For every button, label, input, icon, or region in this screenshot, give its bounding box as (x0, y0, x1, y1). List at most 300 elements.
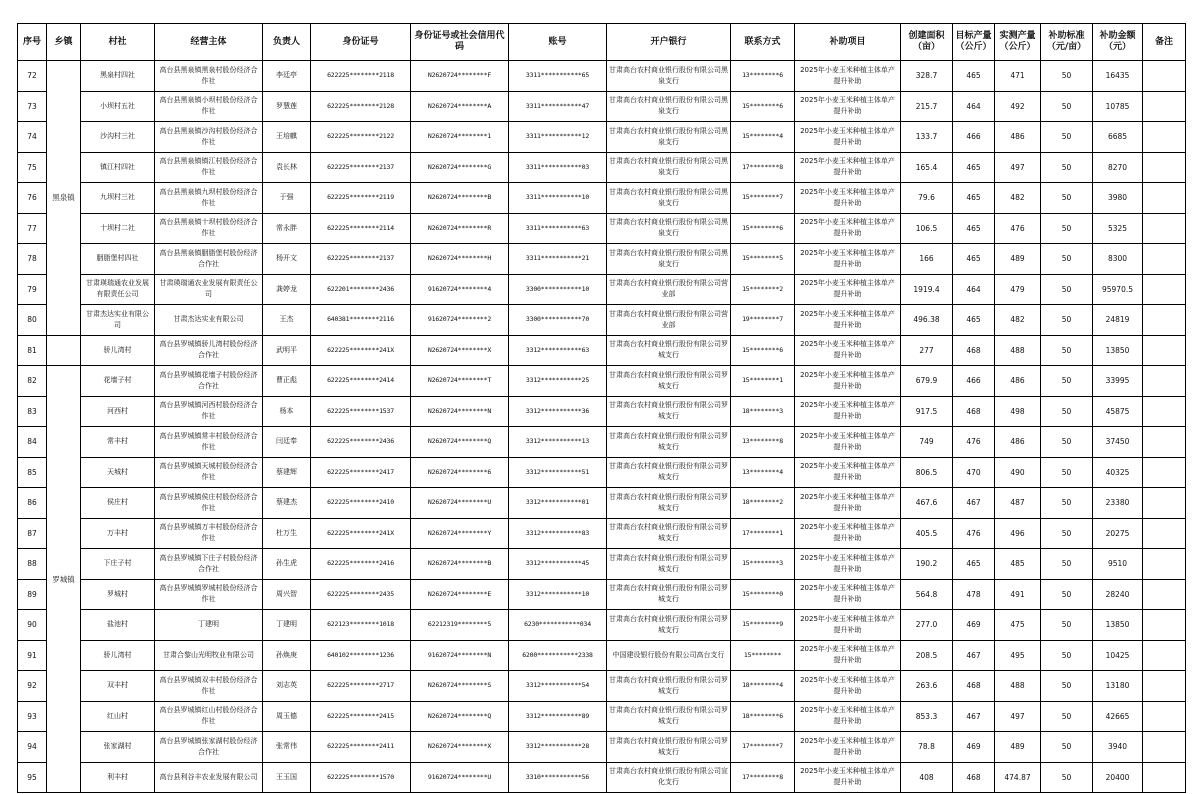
table-row (18, 396, 1186, 427)
target-yield-cell: 469 (953, 732, 995, 763)
account-cell: 3300***********70 (509, 305, 607, 336)
credit-code-cell: 62212319********5 (411, 610, 509, 641)
target-yield-cell: 465 (953, 305, 995, 336)
subsidy-amount-cell: 5325 (1093, 213, 1143, 244)
village-cell: 罗城村 (81, 579, 155, 610)
project-cell: 2025年小麦玉米种植主体单产提升补助 (795, 274, 901, 305)
row-number: 79 (18, 274, 47, 305)
note-cell (1143, 549, 1186, 580)
note-cell (1143, 274, 1186, 305)
target-yield-cell: 476 (953, 518, 995, 549)
id-number-cell: 622225********2118 (311, 61, 411, 92)
area-cell: 749 (901, 427, 953, 458)
project-cell: 2025年小麦玉米种植主体单产提升补助 (795, 335, 901, 366)
credit-code-cell: N2620724********Q (411, 427, 509, 458)
subsidy-amount-cell: 9510 (1093, 549, 1143, 580)
table-row (18, 61, 1186, 92)
leader-cell: 周兴智 (263, 579, 311, 610)
table-row (18, 122, 1186, 153)
subsidy-amount-cell: 13850 (1093, 610, 1143, 641)
target-yield-cell: 467 (953, 640, 995, 671)
table-body (18, 61, 1186, 793)
project-cell: 2025年小麦玉米种植主体单产提升补助 (795, 61, 901, 92)
note-cell (1143, 305, 1186, 336)
village-cell: 甘肃瑛瑞通农业发展有限责任公司 (81, 274, 155, 305)
subsidy-standard-cell: 50 (1041, 183, 1093, 214)
area-cell: 917.5 (901, 396, 953, 427)
bank-cell: 甘肃高台农村商业银行股份有限公司宣化支行 (607, 762, 731, 793)
target-yield-cell: 465 (953, 213, 995, 244)
phone-cell: 17********1 (731, 518, 795, 549)
credit-code-cell: N2620724********1 (411, 122, 509, 153)
row-number: 90 (18, 610, 47, 641)
credit-code-cell: N2620724********B (411, 549, 509, 580)
village-cell: 红山村 (81, 701, 155, 732)
target-yield-cell: 465 (953, 244, 995, 275)
actual-yield-cell: 490 (995, 457, 1041, 488)
target-yield-cell: 476 (953, 427, 995, 458)
column-header: 创建面积（亩） (901, 24, 953, 61)
row-number: 92 (18, 671, 47, 702)
credit-code-cell: N2620724********G (411, 152, 509, 183)
project-cell: 2025年小麦玉米种植主体单产提升补助 (795, 122, 901, 153)
phone-cell: 13********8 (731, 427, 795, 458)
village-cell: 骄儿湾村 (81, 335, 155, 366)
phone-cell: 17********7 (731, 732, 795, 763)
credit-code-cell: N2620724********Q (411, 701, 509, 732)
subsidy-amount-cell: 3980 (1093, 183, 1143, 214)
subsidy-standard-cell: 50 (1041, 701, 1093, 732)
subsidy-amount-cell: 13180 (1093, 671, 1143, 702)
village-cell: 镇江村四社 (81, 152, 155, 183)
bank-cell: 甘肃高台农村商业银行股份有限公司罗城支行 (607, 457, 731, 488)
leader-cell: 刘志英 (263, 671, 311, 702)
table-row (18, 274, 1186, 305)
phone-cell: 18********2 (731, 488, 795, 519)
actual-yield-cell: 485 (995, 549, 1041, 580)
note-cell (1143, 579, 1186, 610)
subsidy-amount-cell: 3940 (1093, 732, 1143, 763)
note-cell (1143, 396, 1186, 427)
village-cell: 小坝村五社 (81, 91, 155, 122)
column-header: 联系方式 (731, 24, 795, 61)
credit-code-cell: N2620724********T (411, 366, 509, 397)
row-number: 94 (18, 732, 47, 763)
subsidy-amount-cell: 20275 (1093, 518, 1143, 549)
actual-yield-cell: 489 (995, 732, 1041, 763)
target-yield-cell: 468 (953, 762, 995, 793)
credit-code-cell: N2620724********B (411, 183, 509, 214)
note-cell (1143, 640, 1186, 671)
target-yield-cell: 464 (953, 91, 995, 122)
id-number-cell: 622225********2411 (311, 732, 411, 763)
subsidy-amount-cell: 33995 (1093, 366, 1143, 397)
subsidy-amount-cell: 6685 (1093, 122, 1143, 153)
subsidy-standard-cell: 50 (1041, 122, 1093, 153)
project-cell: 2025年小麦玉米种植主体单产提升补助 (795, 671, 901, 702)
village-cell: 天城村 (81, 457, 155, 488)
subsidy-standard-cell: 50 (1041, 335, 1093, 366)
entity-cell: 甘肃瑛瑞通农业发展有限责任公司 (155, 274, 263, 305)
phone-cell: 15********3 (731, 549, 795, 580)
phone-cell: 19********7 (731, 305, 795, 336)
subsidy-amount-cell: 20400 (1093, 762, 1143, 793)
area-cell: 853.3 (901, 701, 953, 732)
note-cell (1143, 61, 1186, 92)
leader-cell: 杨本 (263, 396, 311, 427)
account-cell: 3311***********65 (509, 61, 607, 92)
column-header: 备注 (1143, 24, 1186, 61)
id-number-cell: 622225********2415 (311, 701, 411, 732)
id-number-cell: 622225********2435 (311, 579, 411, 610)
target-yield-cell: 466 (953, 366, 995, 397)
leader-cell: 龚婷龙 (263, 274, 311, 305)
actual-yield-cell: 475 (995, 610, 1041, 641)
leader-cell: 曹正彪 (263, 366, 311, 397)
actual-yield-cell: 487 (995, 488, 1041, 519)
table-row (18, 427, 1186, 458)
area-cell: 166 (901, 244, 953, 275)
row-number: 82 (18, 366, 47, 397)
bank-cell: 甘肃高台农村商业银行股份有限公司罗城支行 (607, 671, 731, 702)
account-cell: 3312***********28 (509, 732, 607, 763)
table-row (18, 91, 1186, 122)
credit-code-cell: 91620724********4 (411, 274, 509, 305)
phone-cell: 13********4 (731, 457, 795, 488)
project-cell: 2025年小麦玉米种植主体单产提升补助 (795, 244, 901, 275)
note-cell (1143, 762, 1186, 793)
subsidy-amount-cell: 37450 (1093, 427, 1143, 458)
leader-cell: 王杰 (263, 305, 311, 336)
entity-cell: 甘肃合黎山光明牧业有限公司 (155, 640, 263, 671)
table-row (18, 183, 1186, 214)
row-number: 93 (18, 701, 47, 732)
account-cell: 3312***********54 (509, 671, 607, 702)
village-cell: 沙沟村三社 (81, 122, 155, 153)
bank-cell: 甘肃高台农村商业银行股份有限公司罗城支行 (607, 366, 731, 397)
entity-cell: 高台县罗城镇天城村股份经济合作社 (155, 457, 263, 488)
account-cell: 6200***********2338 (509, 640, 607, 671)
row-number: 95 (18, 762, 47, 793)
id-number-cell: 640102********1236 (311, 640, 411, 671)
area-cell: 328.7 (901, 61, 953, 92)
table-row (18, 335, 1186, 366)
entity-cell: 高台县黑泉镇九坝村股份经济合作社 (155, 183, 263, 214)
row-number: 91 (18, 640, 47, 671)
project-cell: 2025年小麦玉米种植主体单产提升补助 (795, 366, 901, 397)
subsidy-standard-cell: 50 (1041, 579, 1093, 610)
village-cell: 骄儿湾村 (81, 640, 155, 671)
table-row (18, 762, 1186, 793)
account-cell: 3312***********13 (509, 427, 607, 458)
subsidy-standard-cell: 50 (1041, 274, 1093, 305)
id-number-cell: 622123********1018 (311, 610, 411, 641)
account-cell: 3312***********51 (509, 457, 607, 488)
column-header: 补助金额（元） (1093, 24, 1143, 61)
id-number-cell: 622225********2717 (311, 671, 411, 702)
note-cell (1143, 457, 1186, 488)
phone-cell: 15********5 (731, 244, 795, 275)
column-header: 实测产量（公斤） (995, 24, 1041, 61)
id-number-cell: 640381********2116 (311, 305, 411, 336)
town-cell: 黑泉镇 (47, 61, 81, 336)
area-cell: 405.5 (901, 518, 953, 549)
bank-cell: 甘肃高台农村商业银行股份有限公司罗城支行 (607, 427, 731, 458)
subsidy-amount-cell: 8300 (1093, 244, 1143, 275)
entity-cell: 高台县罗城镇罗城村股份经济合作社 (155, 579, 263, 610)
credit-code-cell: N2620724********R (411, 213, 509, 244)
column-header: 负责人 (263, 24, 311, 61)
note-cell (1143, 427, 1186, 458)
subsidy-table (17, 23, 1186, 793)
bank-cell: 甘肃高台农村商业银行股份有限公司罗城支行 (607, 732, 731, 763)
phone-cell: 18********6 (731, 701, 795, 732)
actual-yield-cell: 498 (995, 396, 1041, 427)
column-header: 开户银行 (607, 24, 731, 61)
account-cell: 6230***********034 (509, 610, 607, 641)
bank-cell: 甘肃高台农村商业银行股份有限公司黑泉支行 (607, 183, 731, 214)
village-cell: 九坝村三社 (81, 183, 155, 214)
note-cell (1143, 732, 1186, 763)
project-cell: 2025年小麦玉米种植主体单产提升补助 (795, 91, 901, 122)
note-cell (1143, 671, 1186, 702)
row-number: 73 (18, 91, 47, 122)
actual-yield-cell: 471 (995, 61, 1041, 92)
bank-cell: 甘肃高台农村商业银行股份有限公司黑泉支行 (607, 122, 731, 153)
leader-cell: 常永胖 (263, 213, 311, 244)
project-cell: 2025年小麦玉米种植主体单产提升补助 (795, 152, 901, 183)
subsidy-standard-cell: 50 (1041, 640, 1093, 671)
table-row (18, 518, 1186, 549)
target-yield-cell: 467 (953, 488, 995, 519)
bank-cell: 甘肃高台农村商业银行股份有限公司营业部 (607, 274, 731, 305)
project-cell: 2025年小麦玉米种植主体单产提升补助 (795, 579, 901, 610)
target-yield-cell: 467 (953, 701, 995, 732)
credit-code-cell: N2620724********Y (411, 518, 509, 549)
entity-cell: 高台县罗城镇常丰村股份经济合作社 (155, 427, 263, 458)
row-number: 81 (18, 335, 47, 366)
bank-cell: 甘肃高台农村商业银行股份有限公司罗城支行 (607, 701, 731, 732)
target-yield-cell: 469 (953, 610, 995, 641)
phone-cell: 15******** (731, 640, 795, 671)
area-cell: 190.2 (901, 549, 953, 580)
row-number: 88 (18, 549, 47, 580)
entity-cell: 高台县黑泉镇小坝村股份经济合作社 (155, 91, 263, 122)
bank-cell: 中国建设银行股份有限公司高台支行 (607, 640, 731, 671)
entity-cell: 高台县罗城镇张家湖村股份经济合作社 (155, 732, 263, 763)
village-cell: 盐池村 (81, 610, 155, 641)
leader-cell: 张常伟 (263, 732, 311, 763)
area-cell: 133.7 (901, 122, 953, 153)
area-cell: 78.8 (901, 732, 953, 763)
id-number-cell: 622225********2137 (311, 244, 411, 275)
phone-cell: 15********7 (731, 183, 795, 214)
id-number-cell: 622225********2114 (311, 213, 411, 244)
table-row (18, 549, 1186, 580)
row-number: 86 (18, 488, 47, 519)
account-cell: 3311***********10 (509, 183, 607, 214)
area-cell: 467.6 (901, 488, 953, 519)
village-cell: 河西村 (81, 396, 155, 427)
village-cell: 甘肃杰达实业有限公司 (81, 305, 155, 336)
project-cell: 2025年小麦玉米种植主体单产提升补助 (795, 762, 901, 793)
entity-cell: 高台县罗城镇红山村股份经济合作社 (155, 701, 263, 732)
credit-code-cell: 91620724********U (411, 762, 509, 793)
area-cell: 165.4 (901, 152, 953, 183)
column-header: 补助标准（元/亩） (1041, 24, 1093, 61)
project-cell: 2025年小麦玉米种植主体单产提升补助 (795, 427, 901, 458)
actual-yield-cell: 486 (995, 122, 1041, 153)
area-cell: 263.6 (901, 671, 953, 702)
table-row (18, 152, 1186, 183)
subsidy-standard-cell: 50 (1041, 549, 1093, 580)
target-yield-cell: 465 (953, 61, 995, 92)
project-cell: 2025年小麦玉米种植主体单产提升补助 (795, 305, 901, 336)
village-cell: 万丰村 (81, 518, 155, 549)
row-number: 87 (18, 518, 47, 549)
subsidy-standard-cell: 50 (1041, 671, 1093, 702)
bank-cell: 甘肃高台农村商业银行股份有限公司罗城支行 (607, 396, 731, 427)
subsidy-amount-cell: 40325 (1093, 457, 1143, 488)
phone-cell: 15********0 (731, 579, 795, 610)
table-row (18, 488, 1186, 519)
bank-cell: 甘肃高台农村商业银行股份有限公司罗城支行 (607, 579, 731, 610)
row-number: 75 (18, 152, 47, 183)
row-number: 80 (18, 305, 47, 336)
subsidy-amount-cell: 10785 (1093, 91, 1143, 122)
entity-cell: 高台县罗城镇骄儿湾村股份经济合作社 (155, 335, 263, 366)
project-cell: 2025年小麦玉米种植主体单产提升补助 (795, 549, 901, 580)
project-cell: 2025年小麦玉米种植主体单产提升补助 (795, 213, 901, 244)
note-cell (1143, 488, 1186, 519)
row-number: 77 (18, 213, 47, 244)
account-cell: 3312***********10 (509, 579, 607, 610)
note-cell (1143, 610, 1186, 641)
column-header: 序号 (18, 24, 47, 61)
village-cell: 胭脂堡村四社 (81, 244, 155, 275)
actual-yield-cell: 488 (995, 335, 1041, 366)
note-cell (1143, 335, 1186, 366)
entity-cell: 丁建明 (155, 610, 263, 641)
leader-cell: 周玉德 (263, 701, 311, 732)
bank-cell: 甘肃高台农村商业银行股份有限公司黑泉支行 (607, 152, 731, 183)
project-cell: 2025年小麦玉米种植主体单产提升补助 (795, 732, 901, 763)
credit-code-cell: N2620724********X (411, 732, 509, 763)
account-cell: 3312***********25 (509, 366, 607, 397)
account-cell: 3300***********10 (509, 274, 607, 305)
credit-code-cell: N2620724********U (411, 488, 509, 519)
project-cell: 2025年小麦玉米种植主体单产提升补助 (795, 640, 901, 671)
id-number-cell: 622225********2122 (311, 122, 411, 153)
credit-code-cell: N2620724********F (411, 61, 509, 92)
actual-yield-cell: 482 (995, 305, 1041, 336)
area-cell: 408 (901, 762, 953, 793)
column-header: 身份证号或社会信用代码 (411, 24, 509, 61)
bank-cell: 甘肃高台农村商业银行股份有限公司罗城支行 (607, 549, 731, 580)
subsidy-standard-cell: 50 (1041, 518, 1093, 549)
target-yield-cell: 465 (953, 549, 995, 580)
actual-yield-cell: 489 (995, 244, 1041, 275)
target-yield-cell: 468 (953, 335, 995, 366)
table-row (18, 457, 1186, 488)
project-cell: 2025年小麦玉米种植主体单产提升补助 (795, 488, 901, 519)
bank-cell: 甘肃高台农村商业银行股份有限公司罗城支行 (607, 488, 731, 519)
entity-cell: 高台县黑泉镇镇江村股份经济合作社 (155, 152, 263, 183)
subsidy-amount-cell: 95970.5 (1093, 274, 1143, 305)
area-cell: 208.5 (901, 640, 953, 671)
subsidy-amount-cell: 10425 (1093, 640, 1143, 671)
credit-code-cell: 91620724********N (411, 640, 509, 671)
leader-cell: 闫廷奉 (263, 427, 311, 458)
credit-code-cell: N2620724********X (411, 335, 509, 366)
leader-cell: 蔡建杰 (263, 488, 311, 519)
town-cell (47, 335, 81, 366)
actual-yield-cell: 486 (995, 427, 1041, 458)
village-cell: 十坝村二社 (81, 213, 155, 244)
note-cell (1143, 244, 1186, 275)
entity-cell: 高台县罗城镇万丰村股份经济合作社 (155, 518, 263, 549)
credit-code-cell: N2620724********S (411, 671, 509, 702)
entity-cell: 高台县罗城镇双丰村股份经济合作社 (155, 671, 263, 702)
phone-cell: 15********6 (731, 213, 795, 244)
area-cell: 277.0 (901, 610, 953, 641)
phone-cell: 15********1 (731, 366, 795, 397)
target-yield-cell: 465 (953, 152, 995, 183)
account-cell: 3312***********45 (509, 549, 607, 580)
table-row (18, 671, 1186, 702)
account-cell: 3312***********63 (509, 335, 607, 366)
target-yield-cell: 470 (953, 457, 995, 488)
table-row (18, 579, 1186, 610)
phone-cell: 18********4 (731, 671, 795, 702)
project-cell: 2025年小麦玉米种植主体单产提升补助 (795, 457, 901, 488)
id-number-cell: 622225********2128 (311, 91, 411, 122)
phone-cell: 17********8 (731, 152, 795, 183)
account-cell: 3312***********01 (509, 488, 607, 519)
subsidy-standard-cell: 50 (1041, 244, 1093, 275)
area-cell: 79.6 (901, 183, 953, 214)
area-cell: 277 (901, 335, 953, 366)
bank-cell: 甘肃高台农村商业银行股份有限公司黑泉支行 (607, 61, 731, 92)
note-cell (1143, 122, 1186, 153)
column-header: 身份证号 (311, 24, 411, 61)
bank-cell: 甘肃高台农村商业银行股份有限公司黑泉支行 (607, 213, 731, 244)
actual-yield-cell: 497 (995, 152, 1041, 183)
subsidy-amount-cell: 8270 (1093, 152, 1143, 183)
phone-cell: 15********2 (731, 274, 795, 305)
subsidy-standard-cell: 50 (1041, 152, 1093, 183)
village-cell: 黑泉村四社 (81, 61, 155, 92)
bank-cell: 甘肃高台农村商业银行股份有限公司罗城支行 (607, 518, 731, 549)
account-cell: 3311***********21 (509, 244, 607, 275)
village-cell: 利丰村 (81, 762, 155, 793)
id-number-cell: 622225********241X (311, 335, 411, 366)
subsidy-standard-cell: 50 (1041, 396, 1093, 427)
subsidy-amount-cell: 16435 (1093, 61, 1143, 92)
area-cell: 106.5 (901, 213, 953, 244)
credit-code-cell: N2620724********E (411, 579, 509, 610)
account-cell: 3311***********63 (509, 213, 607, 244)
area-cell: 806.5 (901, 457, 953, 488)
area-cell: 215.7 (901, 91, 953, 122)
table-row (18, 366, 1186, 397)
subsidy-standard-cell: 50 (1041, 610, 1093, 641)
actual-yield-cell: 492 (995, 91, 1041, 122)
town-cell: 罗城镇 (47, 366, 81, 793)
subsidy-amount-cell: 24819 (1093, 305, 1143, 336)
entity-cell: 高台县黑泉镇胭脂堡村股份经济合作社 (155, 244, 263, 275)
leader-cell: 李廷亭 (263, 61, 311, 92)
